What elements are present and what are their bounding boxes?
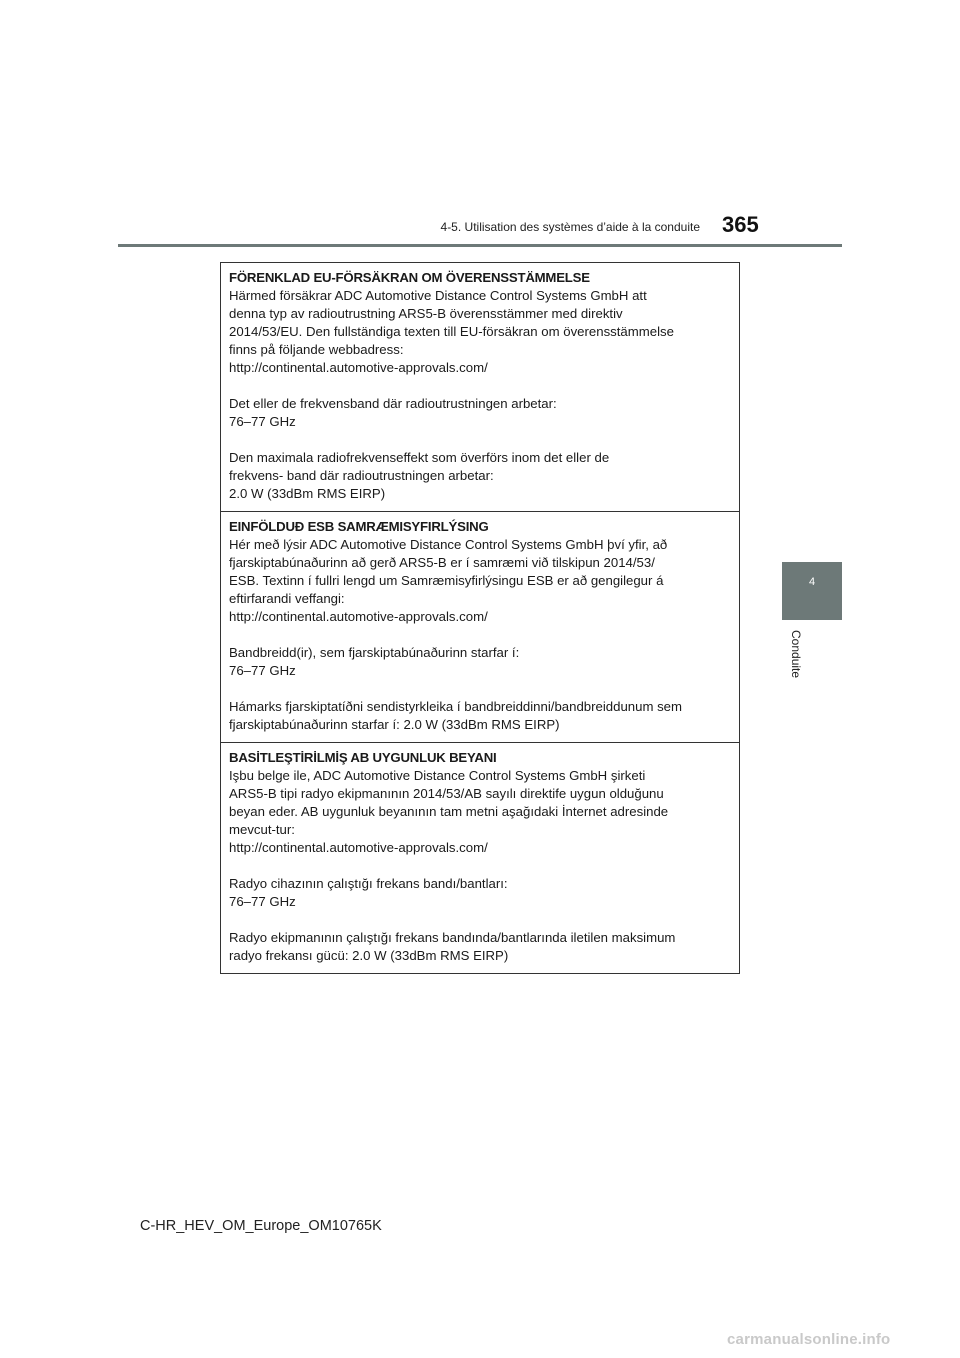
approval-url: http://continental.automotive-approvals.com/ bbox=[229, 609, 488, 624]
notice-paragraph: Radyo cihazının çalıştığı frekans bandı/bantları: 76–77 GHz bbox=[229, 876, 508, 909]
declaration-box bbox=[220, 262, 740, 974]
page-number: 365 bbox=[722, 212, 759, 237]
notice-turkish bbox=[221, 742, 739, 973]
chapter-tab-label: Conduite bbox=[789, 630, 803, 679]
header-divider bbox=[118, 244, 842, 247]
document-code: C-HR_HEV_OM_Europe_OM10765K bbox=[140, 1218, 382, 1234]
notice-paragraph: Den maximala radiofrekvenseffekt som överförs inom det eller de frekvens- band där radioutrustningen arbetar: 2.0 W (33dBm RMS EIRP) bbox=[229, 450, 610, 501]
site-watermark: carmanualsonline.info bbox=[727, 1331, 891, 1348]
notice-icelandic bbox=[221, 511, 739, 742]
notice-paragraph: Işbu belge ile, ADC Automotive Distance Control Systems GmbH şirketi ARS5-B tipi radyo ekipmanının 2014/53/AB sayılı direktife uygun olduğunu beyan eder. AB uygunluk beyanının tam metni aşağıdaki İnternet adresinde mevcut-tur: http://continental.automotive-approvals.com/ bbox=[229, 768, 669, 855]
chapter-tab-number: 4 bbox=[782, 562, 842, 620]
notice-paragraph: Det eller de frekvensband där radioutrustningen arbetar: 76–77 GHz bbox=[229, 396, 557, 429]
notice-swedish bbox=[221, 263, 739, 511]
notice-paragraph: Hér með lýsir ADC Automotive Distance Control Systems GmbH því yfir, að fjarskiptabúnaðurinn að gerð ARS5-B er í samræmi við tilskipun 2014/53/ ESB. Textinn í fullri lengd um Samræmisyfirlýsingu ESB er að gengilegur á eftirfarandi veffangi: http://continental.automotive-approvals.com/ bbox=[229, 537, 668, 624]
notice-title: BASİTLEŞTİRİLMİŞ AB UYGUNLUK BEYANI bbox=[229, 750, 497, 765]
notice-title: EINFÖLDUÐ ESB SAMRÆMISYFIRLÝSING bbox=[229, 519, 489, 534]
approval-url: http://continental.automotive-approvals.com/ bbox=[229, 840, 488, 855]
notice-paragraph: Hámarks fjarskiptatíðni sendistyrkleika í bandbreiddinni/bandbreiddunum sem fjarskiptabúnaðurinn starfar í: 2.0 W (33dBm RMS EIRP) bbox=[229, 699, 683, 732]
notice-paragraph: Härmed försäkrar ADC Automotive Distance Control Systems GmbH att denna typ av radioutrustning ARS5-B överensstämmer med direktiv 2014/53/EU. Den fullständiga texten till EU-försäkran om överensstämmelse finns på följande webbadress: http://continental.automotive-approvals.com/ bbox=[229, 288, 674, 375]
notice-paragraph: Radyo ekipmanının çalıştığı frekans bandında/bantlarında iletilen maksimum radyo frekansı gücü: 2.0 W (33dBm RMS EIRP) bbox=[229, 930, 676, 963]
approval-url: http://continental.automotive-approvals.com/ bbox=[229, 360, 488, 375]
notice-paragraph: Bandbreidd(ir), sem fjarskiptabúnaðurinn starfar í: 76–77 GHz bbox=[229, 645, 520, 678]
notice-title: FÖRENKLAD EU-FÖRSÄKRAN OM ÖVERENSSTÄMMELSE bbox=[229, 270, 590, 285]
section-title: 4-5. Utilisation des systèmes d’aide à la conduite bbox=[440, 220, 700, 234]
